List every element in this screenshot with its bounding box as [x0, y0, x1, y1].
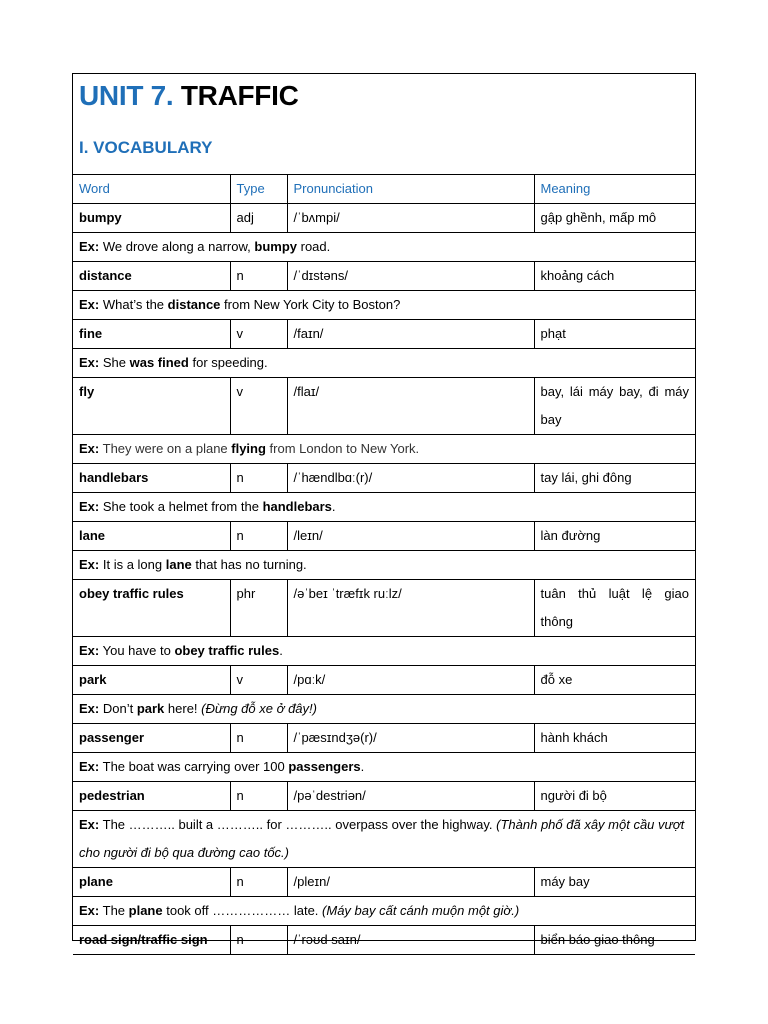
vocab-pronunciation: /faɪn/: [287, 320, 534, 349]
example-sentence: [73, 435, 695, 464]
example-text: took off ……………… late.: [162, 903, 323, 918]
example-text: What’s the: [102, 297, 168, 312]
example-text: We drove along a narrow,: [102, 239, 255, 254]
column-header-meaning: Meaning: [534, 175, 695, 204]
example-text: The: [102, 903, 129, 918]
example-row: [73, 637, 695, 666]
example-keyword: park: [136, 701, 165, 716]
example-sentence: [73, 349, 695, 378]
vocab-word: pedestrian: [73, 782, 230, 811]
vocab-word: distance: [73, 262, 230, 291]
example-text: .: [360, 759, 365, 774]
unit-header: [73, 74, 695, 175]
vocab-row: [73, 204, 695, 233]
vocab-meaning: đỗ xe: [534, 666, 695, 695]
vocab-meaning: bay, lái máy bay, đi máy bay: [534, 378, 695, 435]
unit-number: UNIT 7.: [79, 80, 174, 111]
vocab-meaning: tuân thủ luật lệ giao thông: [534, 580, 695, 637]
vocab-word: handlebars: [73, 464, 230, 493]
vocab-meaning: khoảng cách: [534, 262, 695, 291]
vocab-word: bumpy: [73, 204, 230, 233]
example-row: [73, 493, 695, 522]
example-keyword: handlebars: [262, 499, 332, 514]
example-label: Ex:: [79, 701, 100, 716]
example-text: that has no turning.: [191, 557, 307, 572]
example-keyword: lane: [165, 557, 192, 572]
example-text: here!: [164, 701, 202, 716]
example-label: Ex:: [79, 499, 100, 514]
column-header-pronunciation: Pronunciation: [287, 175, 534, 204]
vocab-type: n: [230, 782, 287, 811]
vocab-pronunciation: /əˈbeɪ ˈtræfɪk ruːlz/: [287, 580, 534, 637]
vocab-meaning: phạt: [534, 320, 695, 349]
vocab-type: n: [230, 724, 287, 753]
example-label: Ex:: [79, 239, 100, 254]
vocab-pronunciation: /ˈpæsɪndʒə(r)/: [287, 724, 534, 753]
vocab-pronunciation: /pɑːk/: [287, 666, 534, 695]
vocab-type: n: [230, 464, 287, 493]
example-keyword: obey traffic rules: [174, 643, 280, 658]
vocab-pronunciation: /pleɪn/: [287, 868, 534, 897]
example-keyword: distance: [167, 297, 221, 312]
example-row: [73, 811, 695, 868]
vocab-word: plane: [73, 868, 230, 897]
example-sentence: [73, 811, 695, 868]
vocab-row: [73, 666, 695, 695]
example-keyword: was fined: [129, 355, 189, 370]
example-text: She: [102, 355, 130, 370]
example-sentence: [73, 753, 695, 782]
vocab-row: [73, 724, 695, 753]
vocab-type: v: [230, 666, 287, 695]
column-header-type: Type: [230, 175, 287, 204]
example-row: [73, 551, 695, 580]
example-keyword: plane: [128, 903, 163, 918]
vocab-type: n: [230, 522, 287, 551]
vocab-row: [73, 262, 695, 291]
vocab-word: lane: [73, 522, 230, 551]
vocab-meaning: biển báo giao thông: [534, 926, 695, 955]
example-label: Ex:: [79, 643, 100, 658]
example-text: for speeding.: [188, 355, 268, 370]
example-sentence: [73, 493, 695, 522]
example-text: The ……….. built a ……….. for ……….. overpass over the highway.: [102, 817, 497, 832]
vocab-type: v: [230, 378, 287, 435]
example-text: She took a helmet from the: [102, 499, 263, 514]
vocab-word: road sign/traffic sign: [73, 926, 230, 955]
unit-name: TRAFFIC: [180, 80, 299, 111]
vocabulary-page: [72, 73, 696, 947]
example-row: [73, 695, 695, 724]
example-text: You have to: [102, 643, 175, 658]
table-header-row: [73, 175, 695, 204]
vocab-row: [73, 926, 695, 955]
vocab-row: [73, 782, 695, 811]
vocab-type: n: [230, 926, 287, 955]
vocab-row: [73, 378, 695, 435]
vocab-meaning: máy bay: [534, 868, 695, 897]
vocab-pronunciation: /ˈbʌmpi/: [287, 204, 534, 233]
example-text: from London to New York.: [265, 441, 420, 456]
example-sentence: [73, 637, 695, 666]
example-sentence: [73, 233, 695, 262]
example-text: It is a long: [102, 557, 166, 572]
example-label: Ex:: [79, 903, 100, 918]
example-text: from New York City to Boston?: [220, 297, 401, 312]
example-sentence: [73, 291, 695, 320]
vocab-meaning: người đi bộ: [534, 782, 695, 811]
vocab-row: [73, 522, 695, 551]
vocab-type: v: [230, 320, 287, 349]
example-label: Ex:: [79, 557, 100, 572]
example-label: Ex:: [79, 297, 100, 312]
example-row: [73, 233, 695, 262]
vocab-row: [73, 580, 695, 637]
example-sentence: [73, 551, 695, 580]
example-row: [73, 291, 695, 320]
vocab-type: phr: [230, 580, 287, 637]
vocab-meaning: gập ghềnh, mấp mô: [534, 204, 695, 233]
example-label: Ex:: [79, 355, 100, 370]
vocab-word: fine: [73, 320, 230, 349]
example-keyword: flying: [231, 441, 266, 456]
example-row: [73, 435, 695, 464]
example-text: Don’t: [102, 701, 137, 716]
example-translation: (Đừng đỗ xe ở đây!): [201, 701, 317, 716]
vocab-pronunciation: /ˈdɪstəns/: [287, 262, 534, 291]
vocab-meaning: làn đường: [534, 522, 695, 551]
vocab-word: obey traffic rules: [73, 580, 230, 637]
vocab-meaning: tay lái, ghi đông: [534, 464, 695, 493]
example-translation: (Máy bay cất cánh muộn một giờ.): [322, 903, 520, 918]
vocab-pronunciation: /leɪn/: [287, 522, 534, 551]
example-text: .: [279, 643, 283, 658]
unit-title: [79, 80, 299, 112]
vocab-pronunciation: /flaɪ/: [287, 378, 534, 435]
example-sentence: [73, 695, 695, 724]
section-title: I. VOCABULARY: [79, 138, 213, 157]
column-header-word: Word: [73, 175, 230, 204]
example-text: .: [331, 499, 336, 514]
vocab-pronunciation: /pəˈdestriən/: [287, 782, 534, 811]
example-keyword: passengers: [288, 759, 361, 774]
vocab-type: n: [230, 868, 287, 897]
vocab-type: adj: [230, 204, 287, 233]
example-text: The boat was carrying over 100: [102, 759, 289, 774]
example-text: road.: [297, 239, 331, 254]
vocab-row: [73, 464, 695, 493]
example-sentence: [73, 897, 695, 926]
vocab-word: park: [73, 666, 230, 695]
example-translation: (Thành phố đã xây một cầu vượt cho người đi bộ qua đường cao tốc.): [79, 817, 685, 860]
vocabulary-table: [73, 175, 695, 955]
vocab-word: fly: [73, 378, 230, 435]
example-row: [73, 349, 695, 378]
example-text: They were on a plane: [102, 441, 232, 456]
example-label: Ex:: [79, 441, 100, 456]
example-keyword: bumpy: [254, 239, 297, 254]
vocab-word: passenger: [73, 724, 230, 753]
example-row: [73, 753, 695, 782]
vocab-pronunciation: /ˈrəʊd saɪn/: [287, 926, 534, 955]
vocab-pronunciation: /ˈhændlbɑː(r)/: [287, 464, 534, 493]
vocab-meaning: hành khách: [534, 724, 695, 753]
example-label: Ex:: [79, 817, 100, 832]
vocab-row: [73, 868, 695, 897]
vocab-type: n: [230, 262, 287, 291]
example-row: [73, 897, 695, 926]
vocab-row: [73, 320, 695, 349]
example-label: Ex:: [79, 759, 100, 774]
